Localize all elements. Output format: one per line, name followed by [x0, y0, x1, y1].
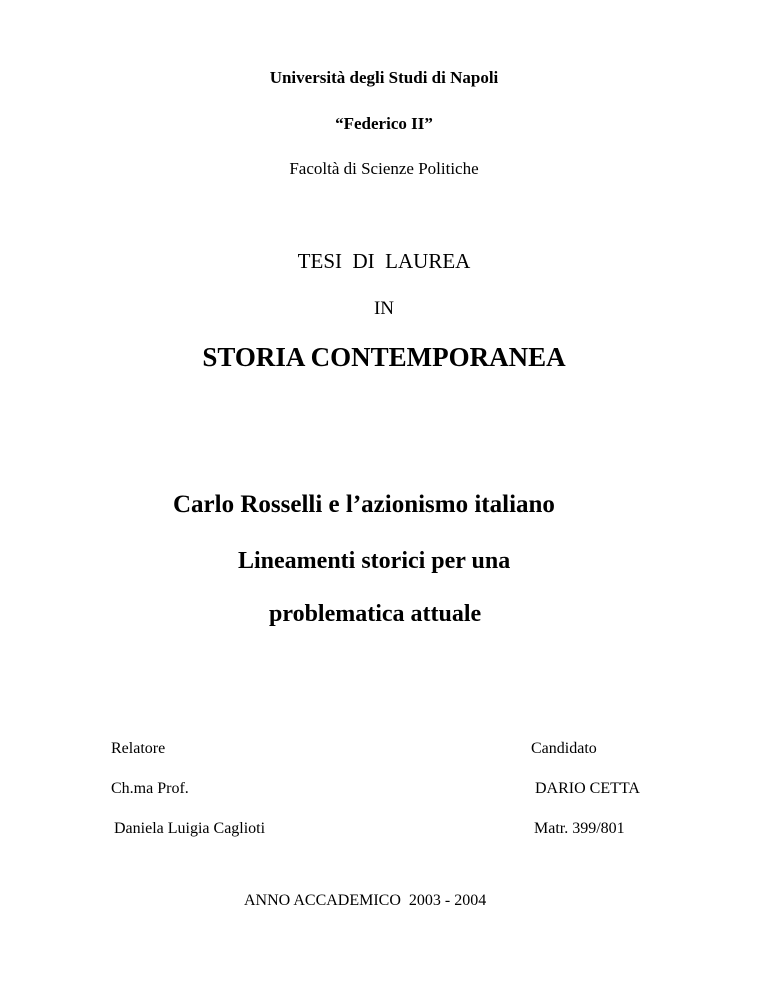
- relatore-label: Relatore: [111, 740, 166, 757]
- thesis-title-line-1: Carlo Rosselli e l’azionismo italiano: [173, 491, 555, 518]
- candidato-name: DARIO CETTA: [535, 780, 640, 797]
- relatore-name: Daniela Luigia Caglioti: [114, 820, 266, 837]
- faculty: Facoltà di Scienze Politiche: [289, 159, 479, 178]
- university-name: Università degli Studi di Napoli: [269, 68, 499, 87]
- relatore-honorific: Ch.ma Prof.: [111, 780, 189, 797]
- thesis-title-line-2: Lineamenti storici per una: [238, 548, 511, 574]
- university-subtitle: “Federico II”: [335, 114, 433, 133]
- academic-year: ANNO ACCADEMICO 2003 - 2004: [244, 892, 487, 909]
- thesis-in: IN: [373, 298, 395, 319]
- thesis-title-line-3: problematica attuale: [269, 601, 482, 627]
- candidato-matricola: Matr. 399/801: [534, 820, 625, 837]
- thesis-type: TESI DI LAUREA: [297, 249, 471, 273]
- thesis-subject: STORIA CONTEMPORANEA: [202, 342, 566, 372]
- candidato-label: Candidato: [531, 740, 597, 757]
